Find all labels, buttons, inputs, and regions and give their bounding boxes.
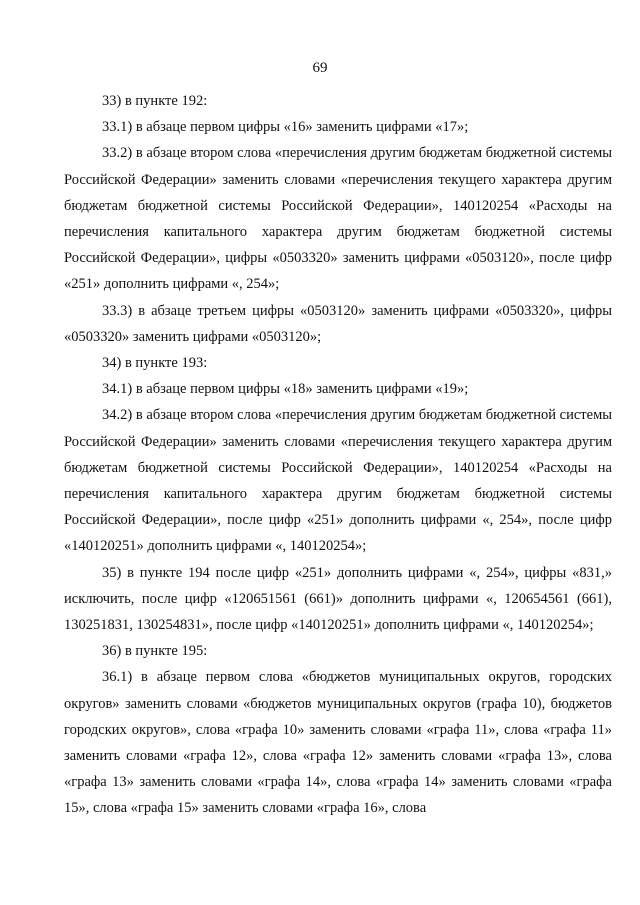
paragraph-35: 35) в пункте 194 после цифр «251» дополнить цифрами «, 254», цифры «831,» исключить, после цифр «120651561 (661)» дополнить цифрами «, 120654561 (661), 130251831, 130254831», после цифр «140120251» дополнить цифрами «, 140120254»; [64, 564, 612, 634]
paragraph-33-1: 33.1) в абзаце первом цифры «16» заменить цифрами «17»; [102, 119, 469, 136]
paragraph-34: 34) в пункте 193: [102, 355, 208, 372]
paragraph-33-3: 33.3) в абзаце третьем цифры «0503120» заменить цифрами «0503320», цифры «0503320» заменить цифрами «0503120»; [64, 302, 612, 345]
paragraph-34-1: 34.1) в абзаце первом цифры «18» заменить цифрами «19»; [102, 381, 469, 398]
page-number: 69 [312, 60, 328, 76]
document-body [64, 88, 612, 822]
paragraph-34-2: 34.2) в абзаце втором слова «перечисления другим бюджетам бюджетной системы Российской Федерации» заменить словами «перечисления текущего характера другим бюджетам бюджетной системы Российской Федерации», 140120254 «Расходы на перечисления капитального характера другим бюджетам бюджетной системы Российской Федерации», после цифр «251» дополнить цифрами «, 254», после цифр «140120251» дополнить цифрами «, 140120254»; [64, 407, 612, 555]
paragraph-33-2: 33.2) в абзаце втором слова «перечисления другим бюджетам бюджетной системы Российской Федерации» заменить словами «перечисления текущего характера другим бюджетам бюджетной системы Российской Федерации», 140120254 «Расходы на перечисления капитального характера другим бюджетам бюджетной системы Российской Федерации», цифры «0503320» заменить цифрами «0503120», после цифр «251» дополнить цифрами «, 254»; [64, 145, 612, 293]
paragraph-33: 33) в пункте 192: [102, 93, 208, 109]
paragraph-36-1: 36.1) в абзаце первом слова «бюджетов муниципальных округов, городских округов» заменить словами «бюджетов муниципальных округов (графа 10), бюджетов городских округов», слова «графа 10» заменить словами «графа 11», слова «графа 11» заменить словами «графа 12», слова «графа 12» заменить словами «графа 13», слова «графа 13» заменить словами «графа 14», слова «графа 14» заменить словами «графа 15», слова «графа 15» заменить словами «графа 16», слова [64, 669, 612, 817]
paragraph-36: 36) в пункте 195: [102, 643, 208, 660]
